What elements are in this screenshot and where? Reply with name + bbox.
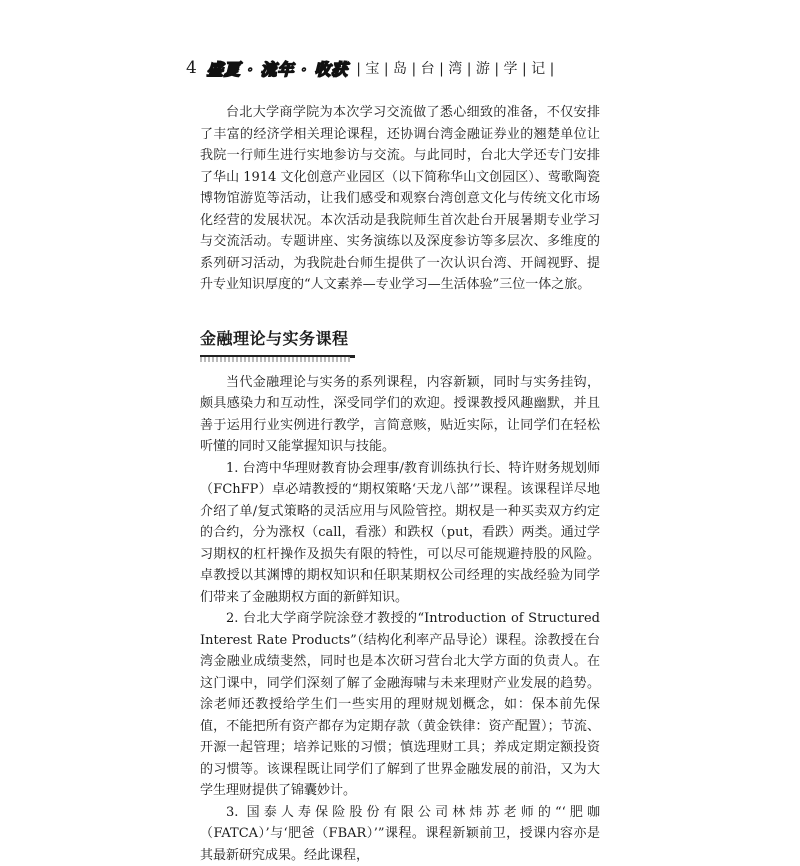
page-number: 4 [186,58,197,78]
section-paragraph: 3. 国泰人寿保险股份有限公司林炜苏老师的“‘肥咖（FATCA）’与‘肥爸（FBAR）’”课程。课程新颖前卫，授课内容亦是其最新研究成果。经此课程， [200,802,600,866]
book-brand: 盛夏 · 流年 · 收获 [207,57,348,80]
section-paragraph: 当代金融理论与实务的系列课程，内容新颖，同时与实务挂钩，颇具感染力和互动性，深受同学们的欢迎。授课教授风趣幽默，并且善于运用行业实例进行教学，言简意赅，贴近实际，让同学们在轻松听懂的同时又能掌握知识与技能。 [200,372,600,458]
section-underline-shade [200,357,350,362]
intro-paragraph: 台北大学商学院为本次学习交流做了悉心细致的准备，不仅安排了丰富的经济学相关理论课程，还协调台湾金融证券业的翘楚单位让我院一行师生进行实地参访与交流。与此同时，台北大学还专门安排了华山 1914 文化创意产业园区（以下简称华山文创园区）、莺歌陶瓷博物馆游览等活动，让我们感受和观察台湾创意文化与传统文化市场化经营的发展状况。本次活动是我院师生首次赴台开展暑期专业学习与交流活动。专题讲座、实务演练以及深度参访等多层次、多维度的系列研习活动，为我院赴台师生提供了一次认识台湾、开阔视野、提升专业知识厚度的“人文素养—专业学习—生活体验”三位一体之旅。 [200,102,600,296]
section-paragraph: 1. 台湾中华理财教育协会理事/教育训练执行长、特许财务规划师（FChFP）卓必靖教授的“期权策略‘天龙八部’”课程。该课程详尽地介绍了单/复式策略的灵活应用与风险管控。期权是一种买卖双方约定的合约，分为涨权（call，看涨）和跌权（put，看跌）两类。通过学习期权的杠杆操作及损失有限的特性，可以尽可能规避持股的风险。卓教授以其渊博的期权知识和任职某期权公司经理的实战经验为同学们带来了金融期权方面的新鲜知识。 [200,458,600,609]
page-body [200,102,600,866]
section-heading [200,322,600,356]
book-title: | 宝 | 岛 | 台 | 湾 | 游 | 学 | 记 | [356,58,554,78]
section-title: 金融理论与实务课程 [200,322,355,358]
section-paragraph: 2. 台北大学商学院涂登才教授的“Introduction of Structured Interest Rate Products”（结构化利率产品导论）课程。涂教授在台湾金融业成绩斐然，同时也是本次研习营台北大学方面的负责人。在这门课中，同学们深刻了解了金融海啸与未来理财产业发展的趋势。涂老师还教授给学生们一些实用的理财规划概念，如：保本前先保值，不能把所有资产都存为定期存款（黄金铁律：资产配置）；节流、开源一起管理；培养记账的习惯；慎选理财工具；养成定期定额投资的习惯等。该课程既让同学们了解到了世界金融发展的前沿，又为大学生理财提供了锦囊妙计。 [200,608,600,802]
running-header [186,56,554,80]
